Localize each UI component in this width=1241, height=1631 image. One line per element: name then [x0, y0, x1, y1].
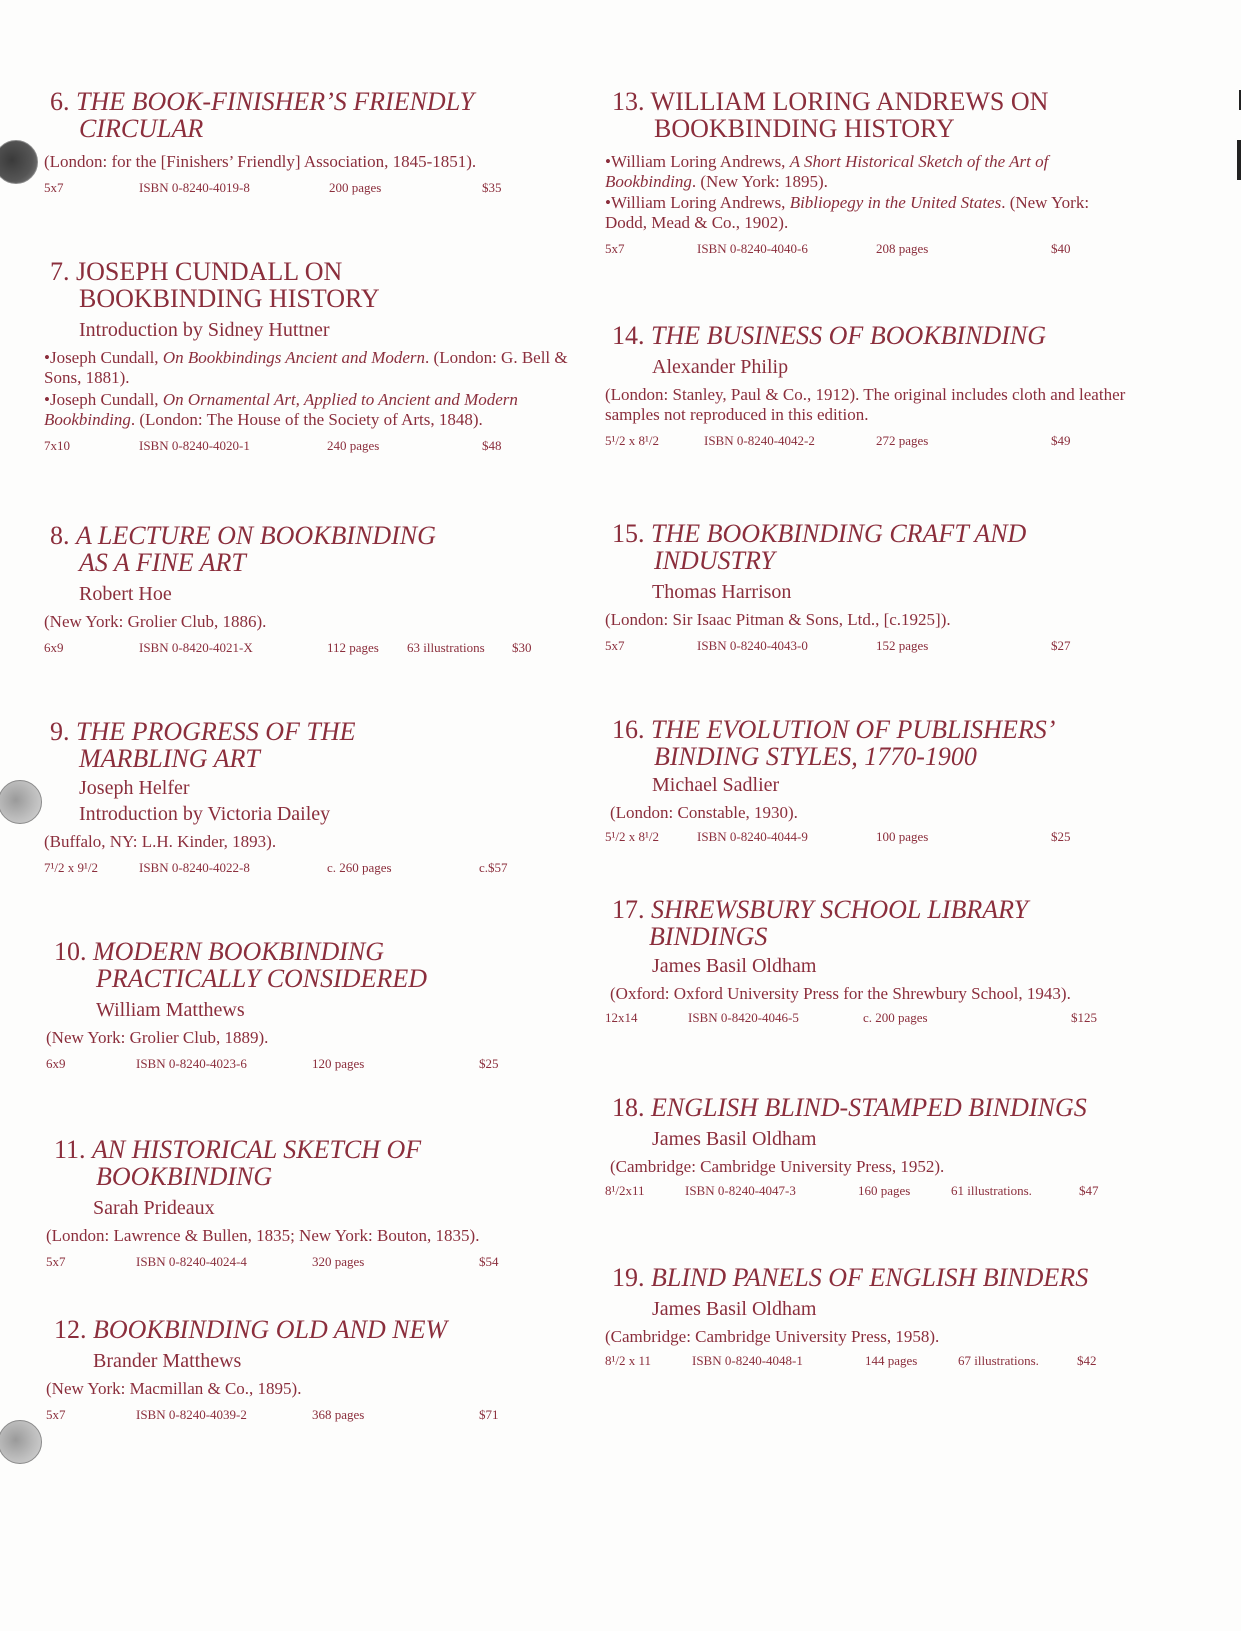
spec-size: 5x7: [605, 638, 625, 653]
entry-author: James Basil Oldham: [652, 1128, 817, 1150]
entry-publication: (London: Constable, 1930).: [610, 803, 798, 822]
entry-title: 11. AN HISTORICAL SKETCH OF BOOKBINDING: [54, 1135, 422, 1191]
spec-size: 5¹/2 x 8¹/2: [605, 829, 660, 844]
spec-pages: 240 pages: [327, 438, 380, 453]
spec-price: $27: [1051, 638, 1071, 653]
entry-specs: [46, 1254, 574, 1272]
spec-isbn: ISBN 0-8240-4022-8: [139, 860, 250, 875]
spec-size: 12x14: [605, 1010, 638, 1025]
entry-specs: [46, 1056, 574, 1074]
entry-specs: [44, 640, 570, 658]
entry-work: •William Loring Andrews, A Short Historical Sketch of the Art of Bookbinding. (New York: 1895).: [605, 152, 1049, 191]
entry-publication: (London: for the [Finishers’ Friendly] Association, 1845-1851).: [44, 152, 477, 171]
spec-pages: c. 260 pages: [327, 860, 392, 875]
catalog-entry-12: [46, 1315, 574, 1425]
spec-pages: 200 pages: [329, 180, 382, 195]
entry-title: 18. ENGLISH BLIND-STAMPED BINDINGS: [612, 1093, 1087, 1122]
catalog-entry-17: [605, 895, 1152, 1028]
entry-title: 9. THE PROGRESS OF THE MARBLING ART: [50, 717, 356, 773]
spec-isbn: ISBN 0-8420-4046-5: [688, 1010, 799, 1025]
entry-publication: (London: Stanley, Paul & Co., 1912). The original includes cloth and leather samples not reproduced in this edition.: [605, 385, 1126, 424]
spec-price: $54: [479, 1254, 499, 1269]
entry-specs: [46, 1407, 574, 1425]
spec-size: 5x7: [44, 180, 64, 195]
spec-price: $40: [1051, 241, 1071, 256]
spec-price: $125: [1071, 1010, 1097, 1025]
spec-pages: 368 pages: [312, 1407, 365, 1422]
entry-title: 7. JOSEPH CUNDALL ON BOOKBINDING HISTORY: [50, 257, 380, 313]
spec-isbn: ISBN 0-8240-4020-1: [139, 438, 250, 453]
spec-size: 5x7: [46, 1407, 66, 1422]
spec-size: 6x9: [46, 1056, 66, 1071]
entry-specs: [605, 829, 1132, 847]
spec-isbn: ISBN 0-8240-4024-4: [136, 1254, 247, 1269]
entry-title: 6. THE BOOK-FINISHER’S FRIENDLY CIRCULAR: [50, 87, 475, 143]
catalog-entry-13: [605, 87, 1132, 259]
spec-size: 8¹/2 x 11: [605, 1353, 652, 1368]
spec-size: 7x10: [44, 438, 70, 453]
binder-hole-top: [0, 140, 38, 184]
spec-illustrations: 67 illustrations.: [958, 1353, 1039, 1368]
entry-specs: [44, 180, 560, 198]
spec-isbn: ISBN 0-8240-4039-2: [136, 1407, 247, 1422]
entry-work: •Joseph Cundall, On Ornamental Art, Applied to Ancient and Modern Bookbinding. (London: The House of the Society of Arts, 1848).: [44, 390, 518, 429]
entry-specs: [605, 241, 1132, 259]
spec-pages: 112 pages: [327, 640, 379, 655]
spec-size: 5x7: [46, 1254, 66, 1269]
entry-author: Thomas Harrison: [652, 581, 792, 603]
entry-title: 8. A LECTURE ON BOOKBINDING AS A FINE ART: [50, 521, 436, 577]
entry-publication: (London: Sir Isaac Pitman & Sons, Ltd., [c.1925]).: [605, 610, 951, 629]
spec-size: 7¹/2 x 9¹/2: [44, 860, 99, 875]
entry-author: James Basil Oldham: [652, 955, 817, 977]
entry-introduction: Introduction by Victoria Dailey: [79, 803, 331, 825]
entry-work: •Joseph Cundall, On Bookbindings Ancient and Modern. (London: G. Bell & Sons, 1881).: [44, 348, 568, 387]
entry-publication: (Buffalo, NY: L.H. Kinder, 1893).: [44, 832, 277, 851]
entry-title: 14. THE BUSINESS OF BOOKBINDING: [612, 321, 1047, 350]
entry-publication: (New York: Grolier Club, 1886).: [44, 612, 267, 631]
entry-publication: (Oxford: Oxford University Press for the Shrewbury School, 1943).: [610, 984, 1071, 1003]
entry-publication: (Cambridge: Cambridge University Press, 1952).: [610, 1157, 945, 1176]
spec-isbn: ISBN 0-8240-4047-3: [685, 1183, 796, 1198]
spec-price: $25: [479, 1056, 499, 1071]
spec-price: $30: [512, 640, 532, 655]
catalog-entry-10: [46, 937, 574, 1074]
page-edge-mark: [1237, 140, 1241, 180]
catalog-entry-16: [605, 715, 1132, 847]
entry-title: 10. MODERN BOOKBINDING PRACTICALLY CONSIDERED: [54, 937, 428, 993]
entry-title: 19. BLIND PANELS OF ENGLISH BINDERS: [612, 1263, 1089, 1292]
entry-title: 17. SHREWSBURY SCHOOL LIBRARY BINDINGS: [612, 895, 1029, 951]
catalog-entry-15: [605, 519, 1132, 656]
spec-isbn: ISBN 0-8240-4048-1: [692, 1353, 803, 1368]
spec-size: 5x7: [605, 241, 625, 256]
entry-specs: [605, 1010, 1152, 1028]
entry-specs: [44, 860, 570, 878]
spec-size: 5¹/2 x 8¹/2: [605, 433, 660, 448]
spec-pages: 320 pages: [312, 1254, 365, 1269]
catalog-entry-19: [605, 1263, 1152, 1371]
spec-isbn: ISBN 0-8240-4023-6: [136, 1056, 247, 1071]
entry-specs: [605, 1183, 1152, 1201]
spec-pages: c. 200 pages: [863, 1010, 928, 1025]
entry-author: Robert Hoe: [79, 583, 172, 605]
catalog-entry-9: [44, 717, 570, 878]
spec-size: 6x9: [44, 640, 64, 655]
spec-illustrations: 61 illustrations.: [951, 1183, 1032, 1198]
spec-isbn: ISBN 0-8240-4043-0: [697, 638, 808, 653]
spec-pages: 160 pages: [858, 1183, 911, 1198]
entry-title: 15. THE BOOKBINDING CRAFT AND INDUSTRY: [612, 519, 1027, 575]
entry-title: 16. THE EVOLUTION OF PUBLISHERS’ BINDING STYLES, 1770-1900: [612, 715, 1056, 771]
entry-specs: [44, 438, 570, 456]
spec-illustrations: 63 illustrations: [407, 640, 485, 655]
spec-price: $49: [1051, 433, 1071, 448]
spec-pages: 100 pages: [876, 829, 929, 844]
entry-specs: [605, 638, 1132, 656]
entry-publication: (London: Lawrence & Bullen, 1835; New York: Bouton, 1835).: [46, 1226, 480, 1245]
entry-title: 12. BOOKBINDING OLD AND NEW: [54, 1315, 448, 1344]
spec-price: $47: [1079, 1183, 1099, 1198]
entry-title: 13. WILLIAM LORING ANDREWS ON BOOKBINDING HISTORY: [612, 87, 1049, 143]
spec-price: $42: [1077, 1353, 1097, 1368]
entry-author: Brander Matthews: [93, 1350, 242, 1372]
binder-hole-middle: [0, 780, 42, 824]
spec-size: 8¹/2x11: [605, 1183, 645, 1198]
spec-pages: 120 pages: [312, 1056, 365, 1071]
entry-work: •William Loring Andrews, Bibliopegy in the United States. (New York: Dodd, Mead & Co., 1902).: [605, 193, 1090, 232]
spec-pages: 144 pages: [865, 1353, 918, 1368]
spec-pages: 272 pages: [876, 433, 929, 448]
catalog-entry-8: [44, 521, 570, 658]
entry-publication: (New York: Grolier Club, 1889).: [46, 1028, 269, 1047]
catalog-entry-11: [46, 1135, 574, 1272]
spec-isbn: ISBN 0-8240-4019-8: [139, 180, 250, 195]
entry-publication: (New York: Macmillan & Co., 1895).: [46, 1379, 302, 1398]
entry-introduction: Introduction by Sidney Huttner: [79, 319, 330, 341]
entry-author: Michael Sadlier: [652, 774, 780, 796]
entry-author: Alexander Philip: [652, 356, 789, 378]
catalog-entry-6: [44, 87, 560, 198]
spec-price: c.$57: [479, 860, 508, 875]
catalog-entry-14: [605, 321, 1132, 451]
spec-price: $71: [479, 1407, 499, 1422]
entry-publication: (Cambridge: Cambridge University Press, 1958).: [605, 1327, 940, 1346]
spec-isbn: ISBN 0-8240-4040-6: [697, 241, 808, 256]
spec-price: $35: [482, 180, 502, 195]
spec-isbn: ISBN 0-8240-4044-9: [697, 829, 808, 844]
entry-author: William Matthews: [96, 999, 245, 1021]
spec-pages: 152 pages: [876, 638, 929, 653]
entry-specs: [605, 433, 1132, 451]
binder-hole-bottom: [0, 1420, 42, 1464]
entry-author: Sarah Prideaux: [93, 1197, 215, 1219]
catalog-entry-18: [605, 1093, 1152, 1201]
catalog-entry-7: [44, 257, 570, 456]
entry-author: James Basil Oldham: [652, 1298, 817, 1320]
entry-specs: [605, 1353, 1152, 1371]
spec-isbn: ISBN 0-8420-4021-X: [139, 640, 253, 655]
entry-author: Joseph Helfer: [79, 777, 190, 799]
spec-pages: 208 pages: [876, 241, 929, 256]
spec-isbn: ISBN 0-8240-4042-2: [704, 433, 815, 448]
spec-price: $48: [482, 438, 502, 453]
spec-price: $25: [1051, 829, 1071, 844]
